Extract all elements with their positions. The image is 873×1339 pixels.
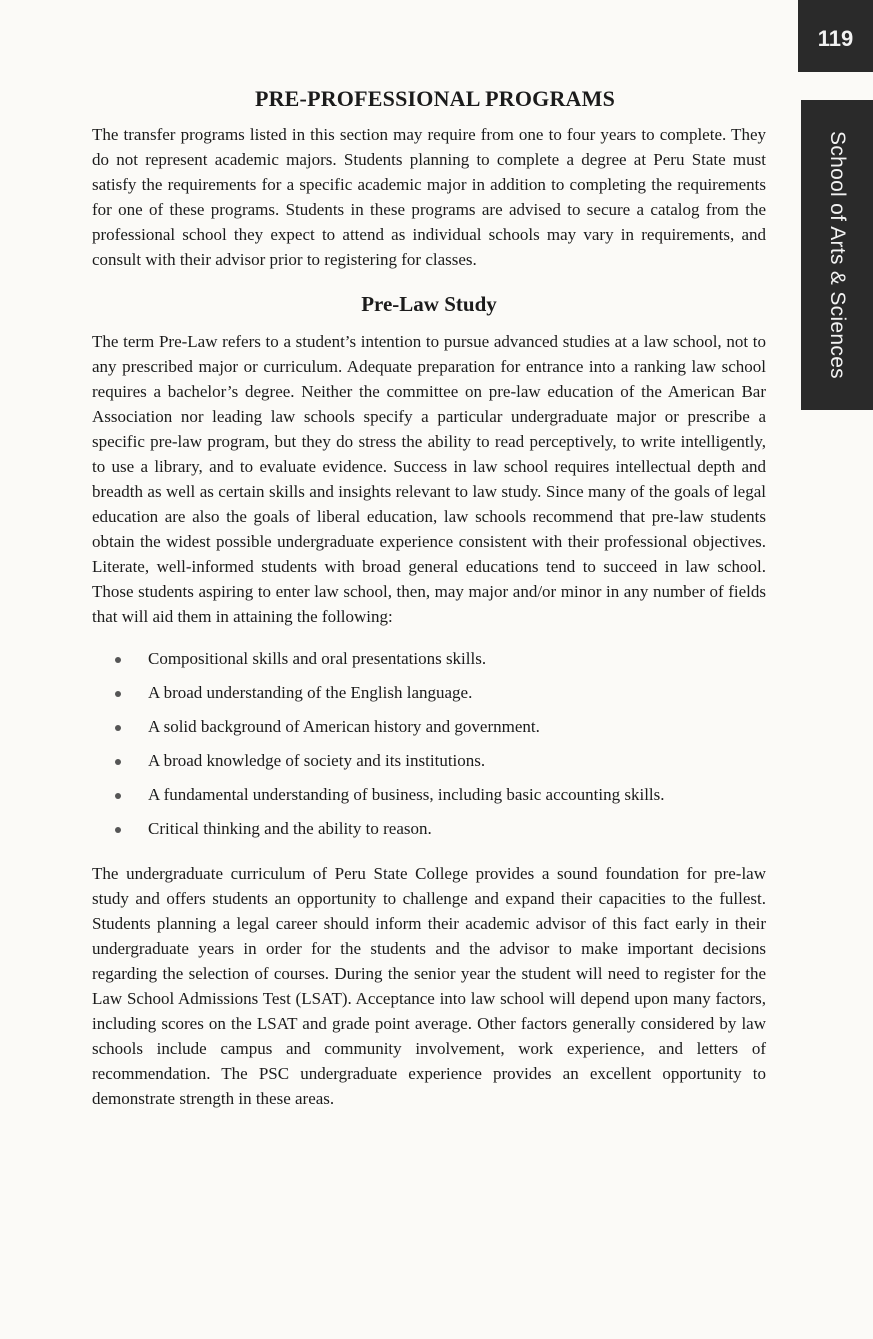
skills-list: [92, 642, 766, 846]
prelaw-paragraph-1: The term Pre-Law refers to a student’s intention to pursue advanced studies at a law school, not to any prescribed major or curriculum. Adequate preparation for entrance into a ranking law school requires a bachelor’s degree. Neither the committee on pre-law education of the American Bar Association nor leading law schools specify a particular undergraduate major or prescribe a specific pre-law program, but they do stress the ability to read perceptively, to write intelligently, to use a library, and to evaluate evidence. Success in law school requires intellectual depth and breadth as well as certain skills and insights relevant to law study. Since many of the goals of legal education are also the goals of liberal education, law schools recommend that pre-law students obtain the widest possible undergraduate experience consistent with their professional objectives. Literate, well-informed students with broad general educations tend to succeed in law school. Those students aspiring to enter law school, then, may major and/or minor in any number of fields that will aid them in attaining the following:: [92, 332, 766, 626]
bullet-icon: [115, 759, 121, 765]
list-item-text: Compositional skills and oral presentations skills.: [148, 649, 487, 668]
section-heading: Pre-Law Study: [361, 292, 497, 316]
bullet-icon: [115, 725, 121, 731]
list-item-text: A broad knowledge of society and its institutions.: [148, 751, 486, 770]
page-number: 119: [798, 0, 873, 72]
bullet-icon: [115, 793, 121, 799]
list-item-text: A solid background of American history and government.: [148, 717, 540, 736]
section-tab-label: School of Arts & Sciences: [826, 131, 849, 379]
list-item: [112, 812, 766, 846]
intro-paragraph: The transfer programs listed in this section may require from one to four years to complete. They do not represent academic majors. Students planning to complete a degree at Peru State must satisfy the requirements for a specific academic major in addition to completing the requirements for one of these programs. Students in these programs are advised to secure a catalog from the professional school they expect to attend as individual schools may vary in requirements, and consult with their advisor prior to registering for classes.: [92, 125, 766, 269]
list-item-text: A broad understanding of the English language.: [148, 683, 473, 702]
section-tab: [801, 100, 873, 410]
bullet-icon: [115, 827, 121, 833]
page-title: PRE-PROFESSIONAL PROGRAMS: [254, 86, 616, 111]
bullet-icon: [115, 657, 121, 663]
prelaw-paragraph-2: The undergraduate curriculum of Peru State College provides a sound foundation for pre-law study and offers students an opportunity to challenge and expand their capacities to the fullest. Students planning a legal career should inform their academic advisor of this fact early in their undergraduate years in order for the students and the advisor to make important decisions regarding the selection of courses. During the senior year the student will need to register for the Law School Admissions Test (LSAT). Acceptance into law school will depend upon many factors, including scores on the LSAT and grade point average. Other factors generally considered by law schools include campus and community involvement, work experience, and letters of recommendation. The PSC undergraduate experience provides an excellent opportunity to demonstrate strength in these areas.: [92, 864, 766, 1108]
list-item: [112, 676, 766, 710]
list-item: [112, 744, 766, 778]
bullet-icon: [115, 691, 121, 697]
list-item: [112, 710, 766, 744]
page-content: [92, 86, 766, 1111]
list-item-text: Critical thinking and the ability to reason.: [148, 819, 432, 838]
list-item-text: A fundamental understanding of business, including basic accounting skills.: [148, 785, 665, 804]
list-item: [112, 642, 766, 676]
list-item: [112, 778, 766, 812]
